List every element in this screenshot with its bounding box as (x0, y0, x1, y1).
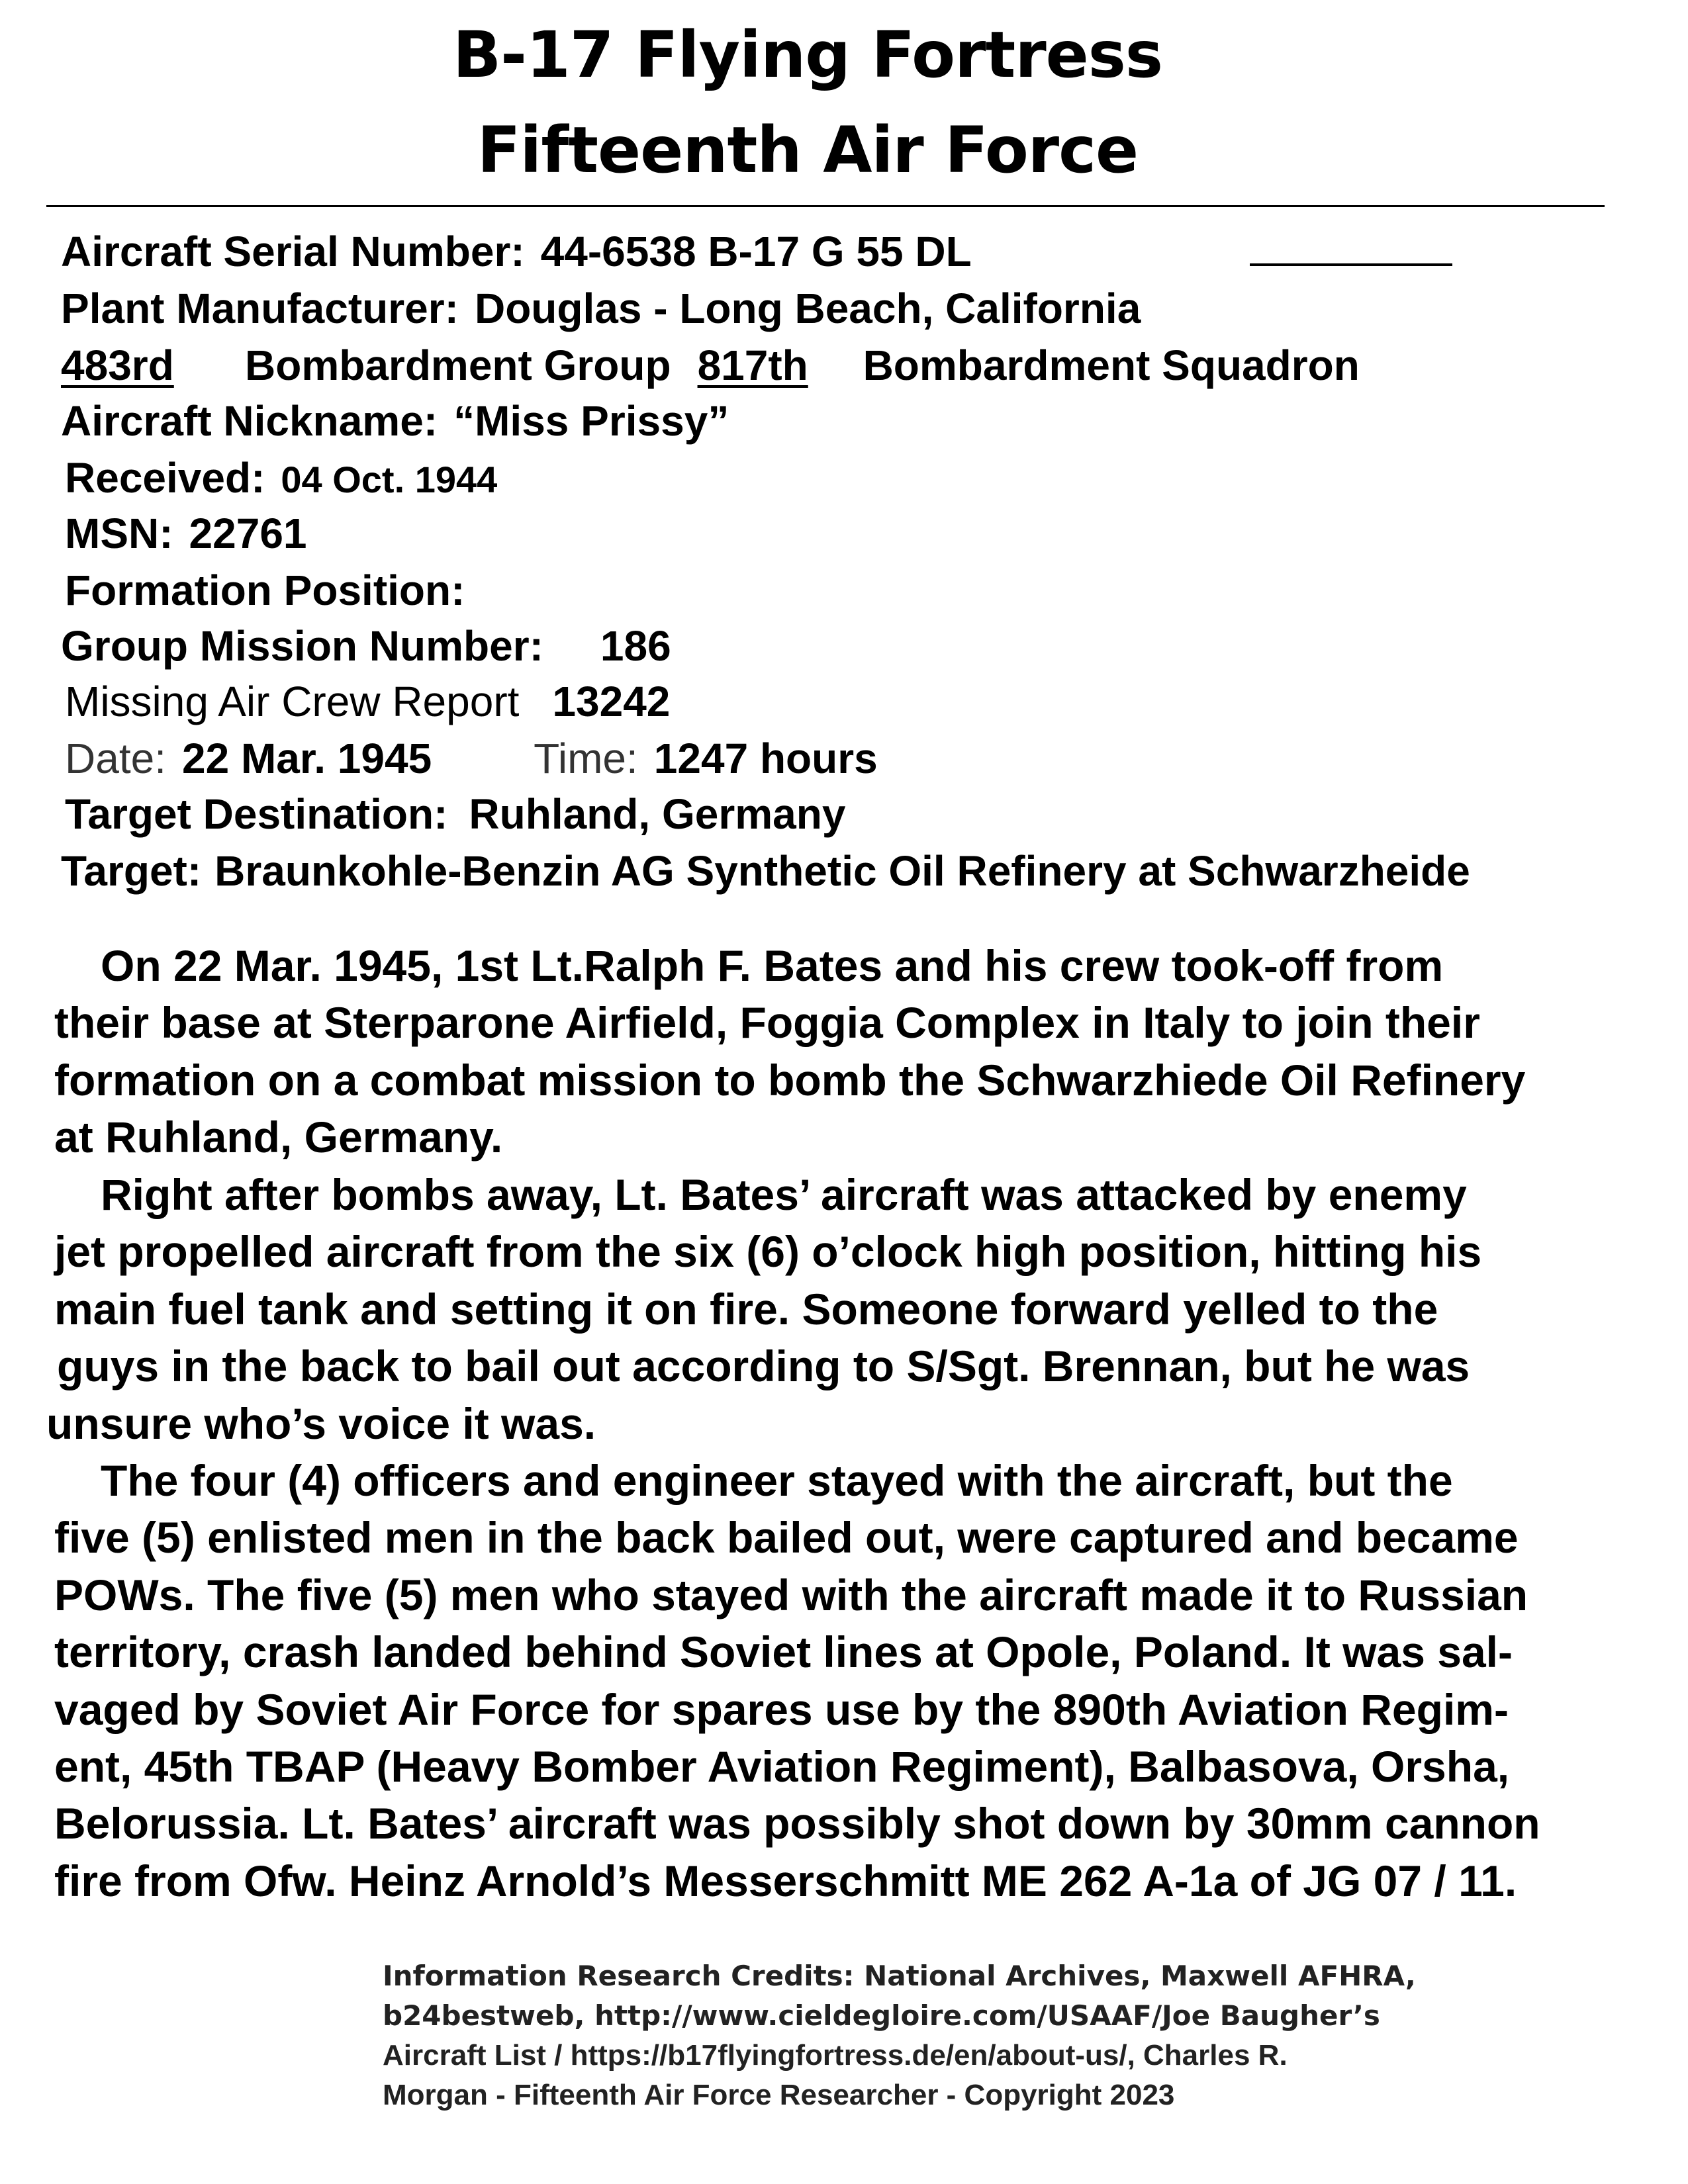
group-mission-label: Group Mission Number: (61, 622, 543, 670)
date-value: 22 Mar. 1945 (181, 735, 432, 782)
target-destination-label: Target Destination: (65, 790, 448, 838)
squadron-number: 817th (697, 341, 808, 389)
group-number: 483rd (61, 341, 174, 389)
credits-line: b24bestweb, http://www.cieldegloire.com/USAAF/Joe Baugher’s (383, 1999, 1380, 2032)
credits-line: Morgan - Fifteenth Air Force Researcher - Copyright 2023 (383, 2079, 1175, 2111)
narrative-paragraph-3 (46, 1452, 1662, 1909)
serial-number-label: Aircraft Serial Number: (61, 228, 525, 275)
group-mission-row (61, 619, 671, 672)
serial-blank-line (1250, 226, 1452, 266)
target-label: Target: (61, 847, 202, 895)
plant-manufacturer-label: Plant Manufacturer: (61, 285, 459, 332)
received-label: Received: (65, 454, 265, 502)
received-row (65, 451, 497, 506)
squadron-label: Bombardment Squadron (863, 341, 1360, 389)
macr-row (65, 675, 670, 728)
page-title-line-1: B-17 Flying Fortress (452, 18, 1163, 92)
narrative-line: at Ruhland, Germany. (54, 1113, 503, 1162)
group-label: Bombardment Group (245, 341, 671, 389)
narrative-line: formation on a combat mission to bomb the Schwarzhiede Oil Refinery (54, 1055, 1526, 1105)
plant-manufacturer-value: Douglas - Long Beach, California (474, 285, 1141, 332)
formation-position-row (65, 564, 465, 617)
time-label: Time: (534, 735, 638, 782)
target-value: Braunkohle-Benzin AG Synthetic Oil Refinery at Schwarzheide (214, 847, 1470, 895)
nickname-row (61, 394, 729, 447)
narrative-line: their base at Sterparone Airfield, Foggia Complex in Italy to join their (54, 998, 1480, 1048)
macr-label: Missing Air Crew Report (65, 678, 520, 725)
plant-manufacturer-row (61, 282, 1141, 335)
date-time-row (65, 732, 878, 785)
msn-label: MSN: (65, 510, 173, 557)
formation-position-label: Formation Position: (65, 567, 465, 614)
target-destination-row (65, 788, 845, 841)
group-mission-value: 186 (600, 622, 671, 670)
serial-number-row (61, 225, 1452, 278)
msn-value: 22761 (189, 510, 307, 557)
narrative-paragraph-2 (46, 1166, 1662, 1452)
narrative-line: Belorussia. Lt. Bates’ aircraft was possibly shot down by 30mm cannon (54, 1799, 1540, 1848)
page-title-line-2: Fifteenth Air Force (477, 113, 1139, 187)
macr-value: 13242 (552, 678, 671, 725)
narrative-line: vaged by Soviet Air Force for spares use by the 890th Aviation Regim- (54, 1684, 1509, 1734)
narrative-line: POWs. The five (5) men who stayed with the aircraft made it to Russian (54, 1570, 1528, 1619)
nickname-value: “Miss Prissy” (453, 397, 729, 445)
narrative-line: ent, 45th TBAP (Heavy Bomber Aviation Regiment), Balbasova, Orsha, (54, 1741, 1510, 1791)
group-squadron-row (61, 339, 1360, 392)
narrative-line: Right after bombs away, Lt. Bates’ aircraft was attacked by enemy (101, 1170, 1467, 1219)
narrative-line: jet propelled aircraft from the six (6) o’clock high position, hitting his (54, 1227, 1482, 1277)
narrative-line: unsure who’s voice it was. (46, 1398, 596, 1448)
credits-line: Information Research Credits: National Archives, Maxwell AFHRA, (383, 1960, 1416, 1992)
msn-row (65, 507, 307, 560)
narrative-line: territory, crash landed behind Soviet lines at Opole, Poland. It was sal- (54, 1627, 1513, 1677)
nickname-label: Aircraft Nickname: (61, 397, 438, 445)
narrative-line: guys in the back to bail out according to S/Sgt. Brennan, but he was (57, 1342, 1470, 1391)
serial-number-value: 44-6538 B-17 G 55 DL (540, 228, 972, 275)
received-value: 04 Oct. 1944 (281, 459, 498, 500)
narrative-paragraph-1 (46, 937, 1662, 1166)
narrative-line: main fuel tank and setting it on fire. Someone forward yelled to the (54, 1284, 1438, 1334)
target-row (61, 844, 1470, 897)
title-divider (46, 205, 1605, 207)
narrative-line: fire from Ofw. Heinz Arnold’s Messerschmitt ME 262 A-1a of JG 07 / 11. (54, 1856, 1517, 1905)
narrative-line: five (5) enlisted men in the back bailed out, were captured and became (54, 1513, 1519, 1563)
narrative-line: The four (4) officers and engineer stayed with the aircraft, but the (101, 1456, 1453, 1505)
credits-line: Aircraft List / https://b17flyingfortress.de/en/about-us/, Charles R. (383, 2039, 1288, 2071)
narrative-line: On 22 Mar. 1945, 1st Lt.Ralph F. Bates and his crew took-off from (101, 941, 1444, 990)
time-value: 1247 hours (653, 735, 878, 782)
research-credits (383, 1956, 1416, 2115)
date-label: Date: (65, 735, 166, 782)
target-destination-value: Ruhland, Germany (469, 790, 846, 838)
